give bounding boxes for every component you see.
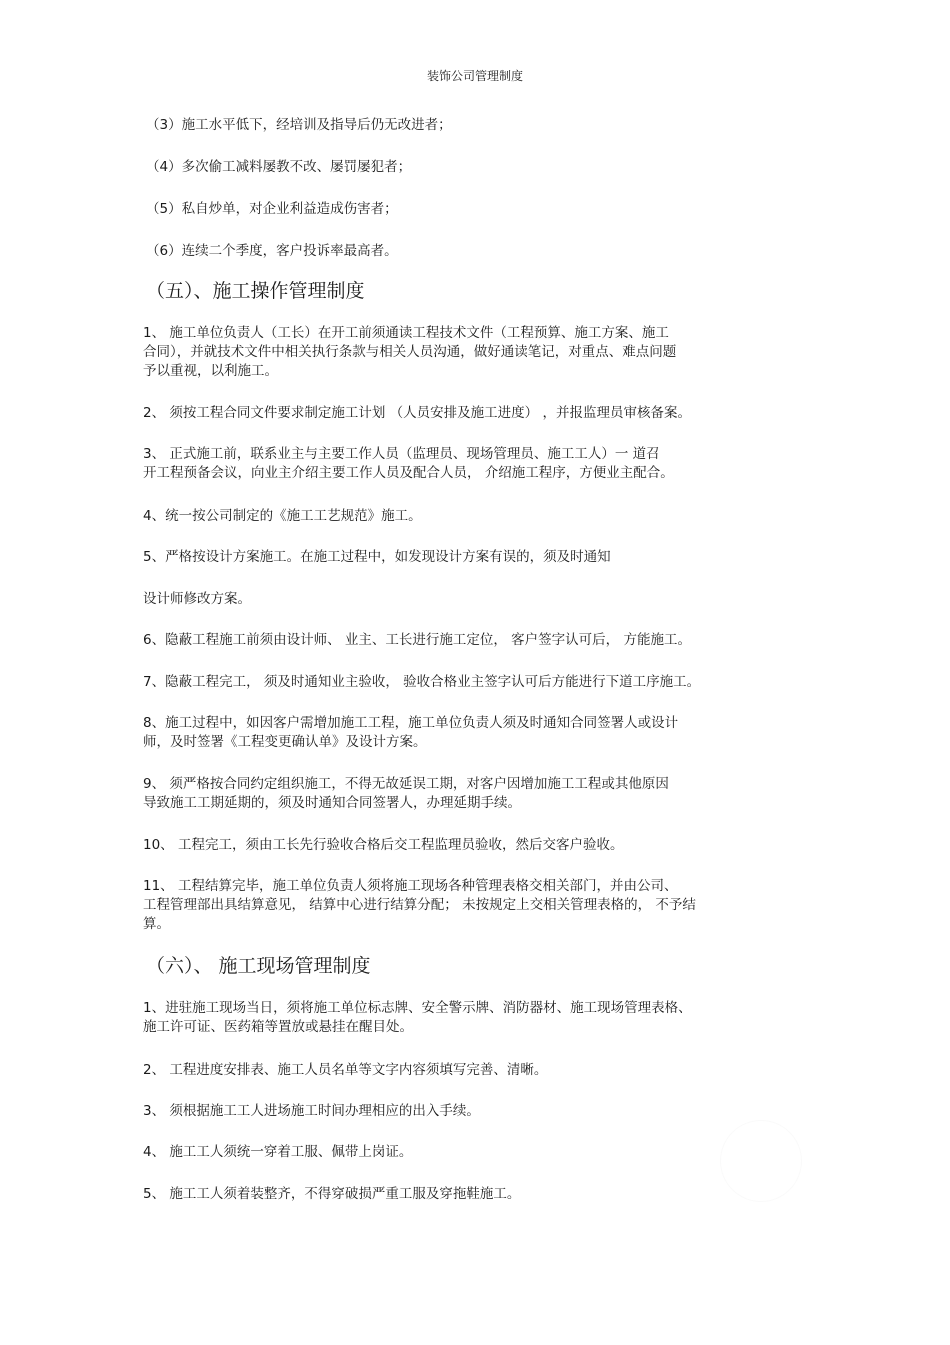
section-heading: （五）、施工操作管理制度 [146, 280, 365, 302]
paragraph-line: 导致施工工期延期的，须及时通知合同签署人，办理延期手续。 [143, 795, 521, 811]
paragraph-line: 8、施工过程中，如因客户需增加施工工程，施工单位负责人须及时通知合同签署人或设计 [143, 715, 679, 731]
paragraph-line: 4、统一按公司制定的《施工工艺规范》施工。 [143, 508, 422, 524]
section-heading: （六）、 施工现场管理制度 [146, 955, 371, 977]
list-item: （4）多次偷工减料屡教不改、屡罚屡犯者； [146, 159, 412, 175]
paragraph-line: 予以重视，以利施工。 [143, 363, 278, 379]
paragraph-line: 10、 工程完工，须由工长先行验收合格后交工程监理员验收，然后交客户验收。 [143, 837, 624, 853]
paragraph-line: 5、严格按设计方案施工。在施工过程中，如发现设计方案有误的，须及时通知 [143, 549, 611, 565]
paragraph-line: 2、 须按工程合同文件要求制定施工计划 （人员安排及施工进度） ，并报监理员审核备案。 [143, 405, 691, 421]
paragraph-line: 7、隐蔽工程完工， 须及时通知业主验收， 验收合格业主签字认可后方能进行下道工序施工。 [143, 674, 701, 690]
faint-watermark [720, 1120, 802, 1202]
paragraph-line: 开工程预备会议，向业主介绍主要工作人员及配合人员， 介绍施工程序，方便业主配合。 [143, 465, 674, 481]
list-item: （5）私自炒单，对企业利益造成伤害者； [146, 201, 398, 217]
paragraph-line: 1、进驻施工现场当日，须将施工单位标志牌、安全警示牌、消防器材、施工现场管理表格、 [143, 1000, 692, 1016]
paragraph-line: 1、 施工单位负责人（工长）在开工前须通读工程技术文件（工程预算、施工方案、施工 [143, 325, 669, 341]
paragraph-line: 4、 施工工人须统一穿着工服、佩带上岗证。 [143, 1144, 413, 1160]
paragraph-line: 3、 正式施工前，联系业主与主要工作人员（监理员、现场管理员、施工工人）一 道召 [143, 446, 660, 462]
paragraph-line: 合同），并就技术文件中相关执行条款与相关人员沟通，做好通读笔记，对重点、难点问题 [143, 344, 677, 360]
paragraph-line: 6、隐蔽工程施工前须由设计师、 业主、工长进行施工定位， 客户签字认可后， 方能施工。 [143, 632, 691, 648]
paragraph-line: 设计师修改方案。 [143, 591, 251, 607]
paragraph-line: 2、 工程进度安排表、施工人员名单等文字内容须填写完善、清晰。 [143, 1062, 548, 1078]
list-item: （3）施工水平低下，经培训及指导后仍无改进者； [146, 117, 452, 133]
paragraph-line: 工程管理部出具结算意见， 结算中心进行结算分配； 未按规定上交相关管理表格的， 不予结 [143, 897, 696, 913]
list-item: （6）连续二个季度，客户投诉率最高者。 [146, 243, 398, 259]
paragraph-line: 算。 [143, 916, 170, 932]
paragraph-line: 9、 须严格按合同约定组织施工，不得无故延误工期，对客户因增加施工工程或其他原因 [143, 776, 669, 792]
paragraph-line: 师，及时签署《工程变更确认单》及设计方案。 [143, 734, 427, 750]
paragraph-line: 5、 施工工人须着装整齐，不得穿破损严重工服及穿拖鞋施工。 [143, 1186, 521, 1202]
paragraph-line: 3、 须根据施工工人进场施工时间办理相应的出入手续。 [143, 1103, 480, 1119]
paragraph-line: 施工许可证、医药箱等置放或悬挂在醒目处。 [143, 1019, 413, 1035]
paragraph-line: 11、 工程结算完毕，施工单位负责人须将施工现场各种管理表格交相关部门，并由公司、 [143, 878, 678, 894]
page-header: 装饰公司管理制度 [426, 69, 523, 83]
